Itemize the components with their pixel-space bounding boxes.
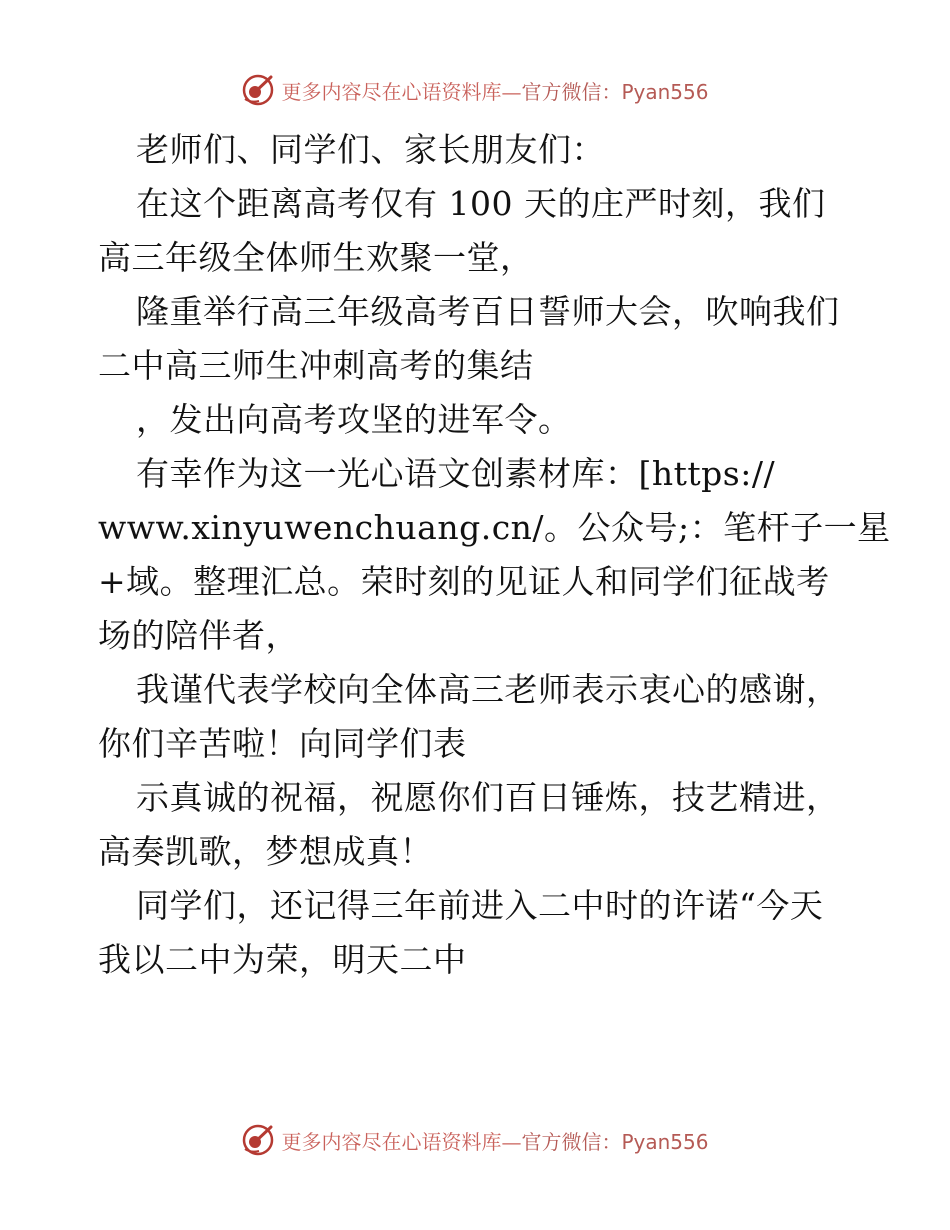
doc-line-16: 我以二中为荣，明天二中 <box>98 940 467 979</box>
doc-line-1: 老师们、同学们、家长朋友们： <box>136 130 605 169</box>
header-text <box>281 76 708 105</box>
doc-line-14: 高奏凯歌，梦想成真！ <box>98 832 433 871</box>
header-site-text: 更多内容尽在心语资料库 <box>281 79 502 104</box>
brush-logo-icon <box>241 73 275 107</box>
doc-line-9: +域。整理汇总。荣时刻的见证人和同学们征战考 <box>98 562 830 601</box>
doc-line-3: 高三年级全体师生欢聚一堂， <box>98 238 534 277</box>
footer-wechat-text: 官方微信：Pyan556 <box>521 1129 709 1154</box>
doc-line-12: 你们辛苦啦！向同学们表 <box>98 724 467 763</box>
doc-line-5: 二中高三师生冲刺高考的集结 <box>98 346 534 385</box>
doc-line-8: www.xinyuwenchuang.cn/。公众号;：笔杆子一星 <box>98 508 891 547</box>
footer-banner <box>0 1120 950 1160</box>
doc-line-4: 隆重举行高三年级高考百日誓师大会，吹响我们 <box>136 292 840 331</box>
footer-text <box>281 1126 708 1155</box>
doc-line-11: 我谨代表学校向全体高三老师表示衷心的感谢， <box>136 670 840 709</box>
brush-logo-icon <box>241 1123 275 1157</box>
header-banner <box>0 70 950 110</box>
header-separator: — <box>501 79 522 104</box>
doc-line-13: 示真诚的祝福，祝愿你们百日锤炼，技艺精进， <box>136 778 840 817</box>
doc-line-6: ，发出向高考攻坚的进军令。 <box>136 400 572 439</box>
doc-line-15: 同学们，还记得三年前进入二中时的许诺“今天 <box>136 886 824 925</box>
doc-line-7: 有幸作为这一光心语文创素材库：[https:// <box>136 454 776 493</box>
document-body <box>98 123 891 987</box>
header-wechat-text: 官方微信：Pyan556 <box>521 79 709 104</box>
doc-line-10: 场的陪伴者， <box>98 616 299 655</box>
footer-separator: — <box>501 1129 522 1154</box>
footer-site-text: 更多内容尽在心语资料库 <box>281 1129 502 1154</box>
doc-line-2: 在这个距离高考仅有 100 天的庄严时刻，我们 <box>136 184 826 223</box>
